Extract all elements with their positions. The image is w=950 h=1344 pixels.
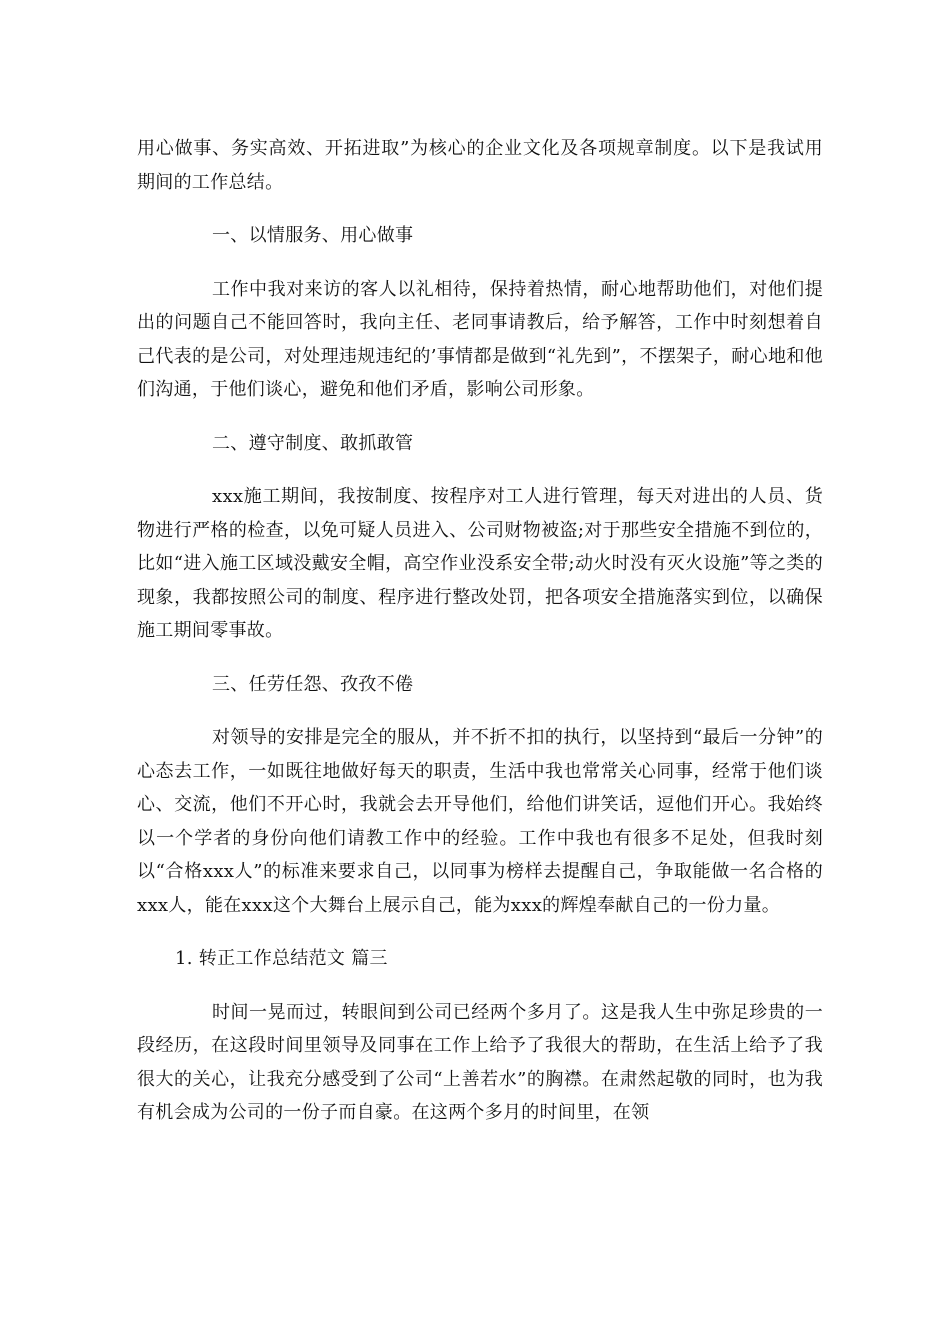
section-body-3: 对领导的安排是完全的服从，并不折不扣的执行，以坚持到“最后一分钟”的心态去工作，一如既往地做好每天的职责，生活中我也常常关心同事，经常于他们谈心、交流，他们不开心时，我就会去开导他们，给他们讲笑话，逗他们开心。我始终以一个学者的身份向他们请教工作中的经验。工作中我也有很多不足处，但我时刻以“合格xxx人”的标准来要求自己，以同事为榜样去提醒自己，争取能做一名合格的xxx人，能在xxx这个大舞台上展示自己，能为xxx的辉煌奉献自己的一份力量。: [137, 727, 823, 916]
document-body: [137, 132, 823, 1130]
intro-paragraph: 用心做事、务实高效、开拓进取”为核心的企业文化及各项规章制度。以下是我试用期间的工作总结。: [137, 138, 823, 193]
section-body-1: 工作中我对来访的客人以礼相待，保持着热情，耐心地帮助他们，对他们提出的问题自己不能回答时，我向主任、老同事请教后，给予解答，工作中时刻想着自己代表的是公司，对处理违规违纪的’事情都是做到“礼先到”，不摆架子，耐心地和他们沟通，于他们谈心，避免和他们矛盾，影响公司形象。: [137, 278, 823, 400]
article-heading: 1. 转正工作总结范文 篇三: [175, 948, 388, 969]
section-body-2: xxx施工期间，我按制度、按程序对工人进行管理，每天对进出的人员、货物进行严格的检查，以免可疑人员进入、公司财物被盗;对于那些安全措施不到位的，比如“进入施工区域没戴安全帽，高空作业没系安全带;动火时没有灭火设施”等之类的现象，我都按照公司的制度、程序进行整改处罚，把各项安全措施落实到位，以确保施工期间零事故。: [137, 486, 823, 641]
section-heading-3: 三、任劳任怨、孜孜不倦: [212, 673, 414, 695]
section-heading-1: 一、以情服务、用心做事: [212, 225, 414, 246]
section-heading-2: 二、遵守制度、敢抓敢管: [212, 432, 414, 454]
closing-paragraph: 时间一晃而过，转眼间到公司已经两个多月了。这是我人生中弥足珍贵的一段经历，在这段时间里领导及同事在工作上给予了我很大的帮助，在生活上给予了我很大的关心，让我充分感受到了公司“上善若水”的胸襟。在肃然起敬的同时，也为我有机会成为公司的一份子而自豪。在这两个多月的时间里，在领: [137, 1001, 823, 1123]
